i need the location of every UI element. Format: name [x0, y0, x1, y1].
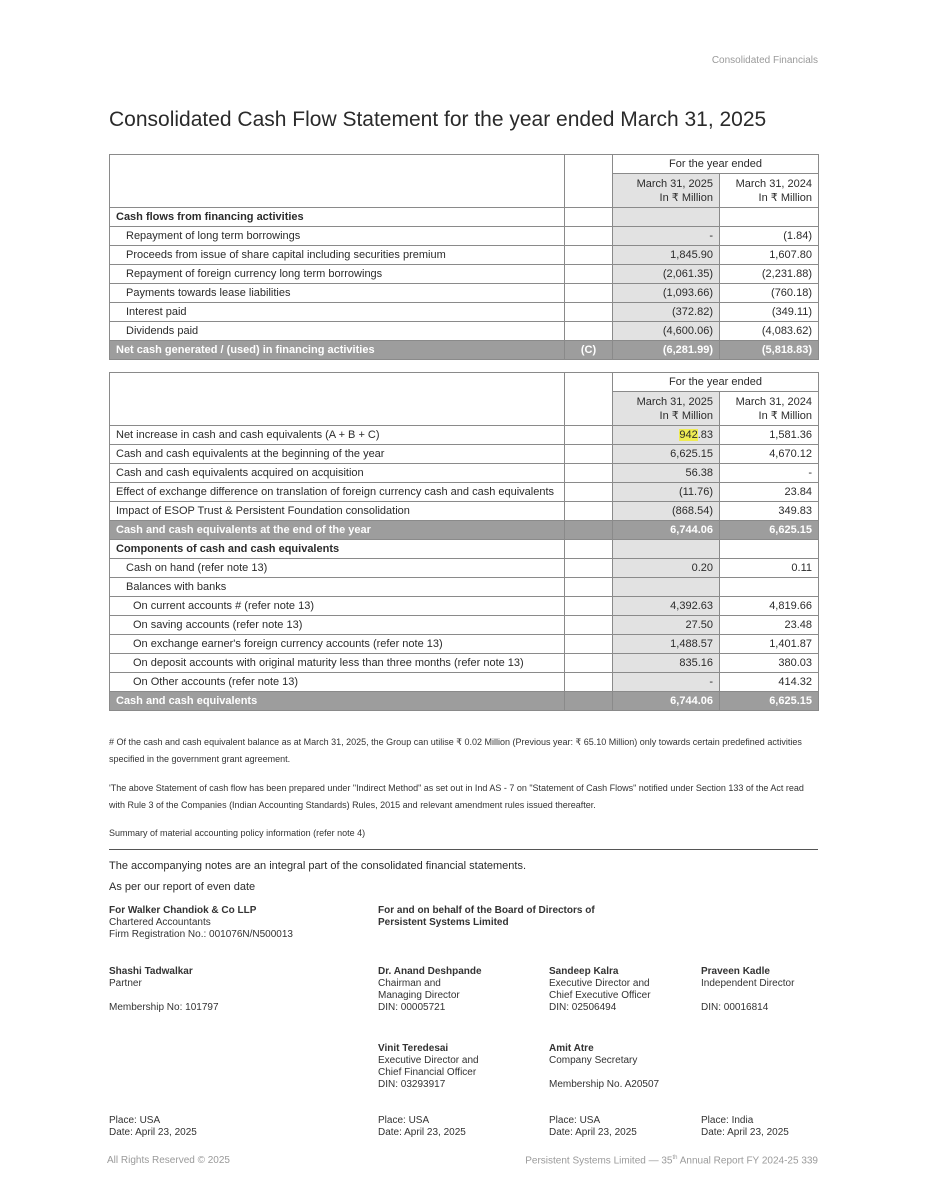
value-2025: 4,392.63: [613, 597, 720, 616]
value-2024: (2,231.88): [720, 265, 819, 284]
value-2024: 6,625.15: [720, 521, 819, 540]
signatory-role: Chief Financial Officer: [378, 1067, 477, 1078]
signatory-name: Amit Atre: [549, 1043, 594, 1054]
table-head-blank: [565, 155, 613, 208]
auditor-block: [109, 905, 293, 941]
value-2025: 6,625.15: [613, 445, 720, 464]
table-row: [110, 540, 819, 559]
table-row: [110, 597, 819, 616]
table-row: [110, 322, 819, 341]
value-2024: 23.84: [720, 483, 819, 502]
signatory-name: Sandeep Kalra: [549, 966, 619, 977]
place: Place: India: [701, 1115, 754, 1126]
signatory-name: Dr. Anand Deshpande: [378, 966, 482, 977]
signatory-role: Company Secretary: [549, 1055, 638, 1066]
signatory-id: DIN: 03293917: [378, 1079, 446, 1090]
signatory-role: Chairman and: [378, 978, 441, 989]
total-row: [110, 521, 819, 540]
value-2025: -: [613, 673, 720, 692]
signatory-name: Vinit Teredesai: [378, 1043, 449, 1054]
row-label: Cash on hand (refer note 13): [110, 559, 565, 578]
table-row: [110, 502, 819, 521]
value-2025: 56.38: [613, 464, 720, 483]
value-2025: (1,093.66): [613, 284, 720, 303]
row-label: Net increase in cash and cash equivalents (A + B + C): [110, 426, 565, 445]
page-number: 339: [801, 1155, 818, 1167]
table-row: [110, 208, 819, 227]
value-2025: (868.54): [613, 502, 720, 521]
value-2025: -: [613, 227, 720, 246]
value-2025: (6,281.99): [613, 341, 720, 360]
section-heading: Cash flows from financing activities: [110, 208, 565, 227]
row-label: Repayment of long term borrowings: [110, 227, 565, 246]
signatory-name: Shashi Tadwalkar: [109, 966, 193, 977]
value-2024: (5,818.83): [720, 341, 819, 360]
value-2025: (11.76): [613, 483, 720, 502]
row-label: Cash and cash equivalents at the beginning of the year: [110, 445, 565, 464]
table-row: [110, 578, 819, 597]
table-row: [110, 265, 819, 284]
signatory-cfo: [378, 1043, 479, 1091]
date: Date: April 23, 2025: [378, 1127, 466, 1138]
column-header-2024: March 31, 2024 In ₹ Million: [720, 174, 819, 208]
row-label: On current accounts # (refer note 13): [110, 597, 565, 616]
period-header: For the year ended: [613, 373, 819, 392]
footer-copyright: All Rights Reserved © 2025: [107, 1155, 230, 1166]
value-2025: 0.20: [613, 559, 720, 578]
value-2024: (760.18): [720, 284, 819, 303]
table-row: [110, 654, 819, 673]
section-label: Consolidated Financials: [711, 55, 818, 66]
cash-balance-table: [109, 372, 819, 711]
board-block: [378, 905, 595, 929]
row-label: Effect of exchange difference on translation of foreign currency cash and cash equivalents: [110, 483, 565, 502]
value-2024: (4,083.62): [720, 322, 819, 341]
column-header-2025: March 31, 2025 In ₹ Million: [613, 392, 720, 426]
value-2025: (4,600.06): [613, 322, 720, 341]
signatory-role: Executive Director and: [549, 978, 650, 989]
value-2024: 1,401.87: [720, 635, 819, 654]
column-header-2025: March 31, 2025 In ₹ Million: [613, 174, 720, 208]
value-2024: 0.11: [720, 559, 819, 578]
signatory-role: Executive Director and: [378, 1055, 479, 1066]
place-date-chairman: [378, 1115, 466, 1139]
table-row: [110, 303, 819, 322]
date: Date: April 23, 2025: [701, 1127, 789, 1138]
row-label: Cash and cash equivalents: [110, 692, 565, 711]
row-label: Balances with banks: [110, 578, 565, 597]
value-2024: 380.03: [720, 654, 819, 673]
signatory-role: Independent Director: [701, 978, 795, 989]
auditor-registration: Firm Registration No.: 001076N/N500013: [109, 929, 293, 940]
row-label: Impact of ESOP Trust & Persistent Foundation consolidation: [110, 502, 565, 521]
value-2024: 23.48: [720, 616, 819, 635]
total-row: [110, 692, 819, 711]
signatory-name: Praveen Kadle: [701, 966, 770, 977]
value-2024: (349.11): [720, 303, 819, 322]
signatory-id: DIN: 02506494: [549, 1002, 617, 1013]
place: Place: USA: [378, 1115, 430, 1126]
page-title: Consolidated Cash Flow Statement for the year ended March 31, 2025: [109, 108, 767, 131]
value-2025: 835.16: [613, 654, 720, 673]
row-label: Proceeds from issue of share capital including securities premium: [110, 246, 565, 265]
place: Place: USA: [549, 1115, 601, 1126]
table-row: [110, 616, 819, 635]
value-2025: 27.50: [613, 616, 720, 635]
value-2024: -: [720, 464, 819, 483]
row-label: Dividends paid: [110, 322, 565, 341]
value-2025: (372.82): [613, 303, 720, 322]
table-row: [110, 464, 819, 483]
footnote-hash: # Of the cash and cash equivalent balance as at March 31, 2025, the Group can utilise ₹ 0.02 Million (Previous year: ₹ 65.10 Million) only towards certain predefined activities specified in the government grant agreement.: [109, 737, 802, 764]
row-label: On deposit accounts with original maturity less than three months (refer note 13): [110, 654, 565, 673]
value-2025: 942.83: [613, 426, 720, 445]
place-date-ceo: [549, 1115, 637, 1139]
value-2024: 4,819.66: [720, 597, 819, 616]
footnote-method: 'The above Statement of cash flow has been prepared under "Indirect Method" as set out in Ind AS - 7 on "Statement of Cash Flows" notified under Section 133 of the Act read with Rule 3 of the Companies (Indian Accounting Standards) Rules, 2015 and relevant amendment rules issued thereafter.: [109, 783, 804, 810]
section-heading: Components of cash and cash equivalents: [110, 540, 565, 559]
divider: [109, 849, 818, 850]
footnote-summary: Summary of material accounting policy information (refer note 4): [109, 828, 366, 838]
date: Date: April 23, 2025: [549, 1127, 637, 1138]
total-row: [110, 341, 819, 360]
signatory-role: Managing Director: [378, 990, 460, 1001]
signatory-chairman: [378, 966, 482, 1014]
table-head-blank: [110, 155, 565, 208]
row-label: Cash and cash equivalents acquired on acquisition: [110, 464, 565, 483]
table-row: [110, 426, 819, 445]
auditor-type: Chartered Accountants: [109, 917, 211, 928]
signatory-id: Membership No: 101797: [109, 1002, 219, 1013]
value-2025: 1,845.90: [613, 246, 720, 265]
value-2024: 6,625.15: [720, 692, 819, 711]
board-line2: Persistent Systems Limited: [378, 917, 509, 928]
row-note: (C): [565, 341, 613, 360]
row-label: Cash and cash equivalents at the end of the year: [110, 521, 565, 540]
signatory-role: Chief Executive Officer: [549, 990, 651, 1001]
value-2024: 414.32: [720, 673, 819, 692]
row-label: Payments towards lease liabilities: [110, 284, 565, 303]
signatory-independent: [701, 966, 794, 1014]
footer-report-info: Persistent Systems Limited — 35th Annual Report FY 2024-25 339: [525, 1155, 818, 1167]
signatory-ceo: [549, 966, 651, 1014]
value-2025: (2,061.35): [613, 265, 720, 284]
table-row: [110, 559, 819, 578]
table-row: [110, 246, 819, 265]
signatory-id: DIN: 00016814: [701, 1002, 769, 1013]
row-label: Interest paid: [110, 303, 565, 322]
place-date-partner: [109, 1115, 197, 1139]
period-header: For the year ended: [613, 155, 819, 174]
column-header-2024: March 31, 2024 In ₹ Million: [720, 392, 819, 426]
date: Date: April 23, 2025: [109, 1127, 197, 1138]
table-row: [110, 284, 819, 303]
auditor-firm: For Walker Chandiok & Co LLP: [109, 905, 257, 916]
value-2025: 6,744.06: [613, 521, 720, 540]
financing-table: [109, 154, 819, 360]
signatory-id: DIN: 00005721: [378, 1002, 446, 1013]
table-row: [110, 227, 819, 246]
row-label: Repayment of foreign currency long term borrowings: [110, 265, 565, 284]
table-row: [110, 635, 819, 654]
value-2024: (1.84): [720, 227, 819, 246]
table-row: [110, 483, 819, 502]
value-2025: 1,488.57: [613, 635, 720, 654]
highlighted-text: 942: [679, 429, 698, 441]
place-date-independent: [701, 1115, 789, 1139]
table-head-blank: [110, 373, 565, 426]
signatory-partner: [109, 966, 219, 1014]
board-line1: For and on behalf of the Board of Directors of: [378, 905, 595, 916]
value-2024: 4,670.12: [720, 445, 819, 464]
signatory-role: Partner: [109, 978, 142, 989]
table-row: [110, 445, 819, 464]
signatory-secretary: [549, 1043, 659, 1091]
row-label: On Other accounts (refer note 13): [110, 673, 565, 692]
report-statement: As per our report of even date: [109, 881, 256, 893]
row-label: On exchange earner's foreign currency accounts (refer note 13): [110, 635, 565, 654]
place: Place: USA: [109, 1115, 161, 1126]
value-2025: 6,744.06: [613, 692, 720, 711]
table-row: [110, 673, 819, 692]
row-label: Net cash generated / (used) in financing activities: [110, 341, 565, 360]
row-label: On saving accounts (refer note 13): [110, 616, 565, 635]
value-2024: 1,581.36: [720, 426, 819, 445]
notes-statement: The accompanying notes are an integral part of the consolidated financial statements.: [109, 860, 527, 872]
value-2024: 349.83: [720, 502, 819, 521]
signatory-id: Membership No. A20507: [549, 1079, 660, 1090]
value-2024: 1,607.80: [720, 246, 819, 265]
table-head-blank: [565, 373, 613, 426]
